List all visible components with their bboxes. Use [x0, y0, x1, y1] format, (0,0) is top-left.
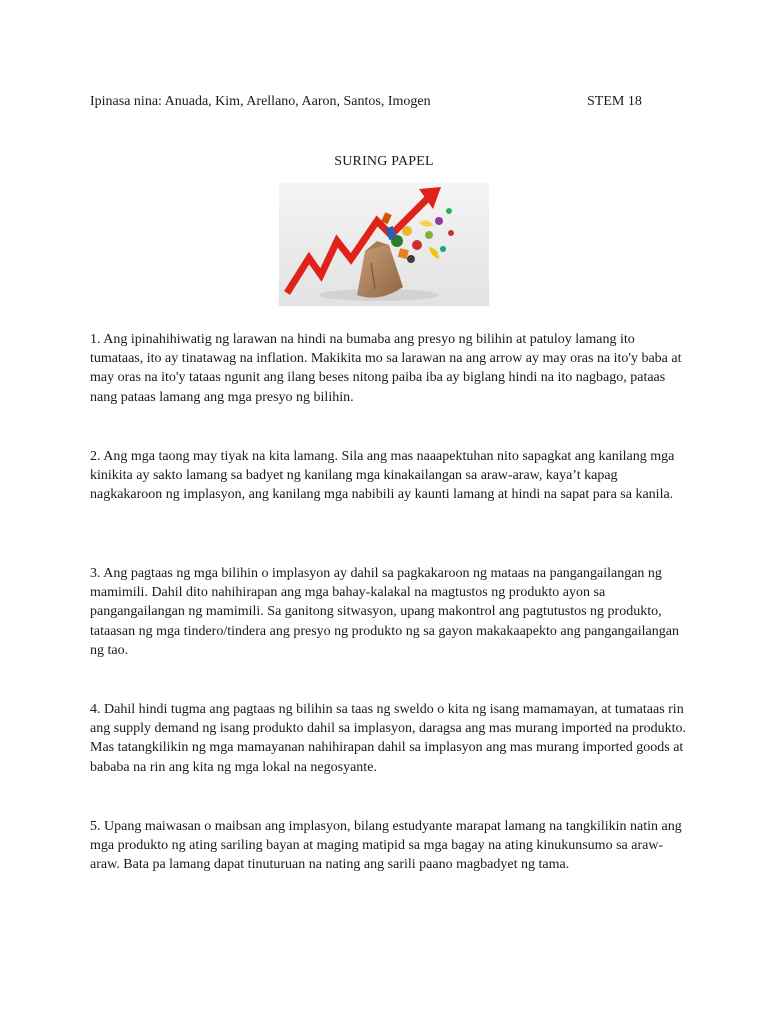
answer-paragraph-2: 2. Ang mga taong may tiyak na kita lamang. Sila ang mas naaapektuhan nito sapagkat ang kanilang mga kinikita ay sakto lamang sa badyet ng kanilang mga kinakailangan sa araw-araw, kaya’t kapag nagkakaroon ng implasyon, ang kanilang mga nabibili ay kaunti lamang at hindi na sapat para sa kanila. — [90, 449, 675, 503]
section-label: STEM 18 — [587, 94, 642, 109]
rising-prices-arrow-grocery-bag-icon — [279, 183, 489, 306]
answer-paragraph-4: 4. Dahil hindi tugma ang pagtaas ng bilihin sa taas ng sweldo o kita ng isang mamamayan, at tumataas rin ang supply demand ng isang produkto dahil sa implasyon, daragsa ang mas murang imported na produkto. Mas tatangkilikin ng mga mamayanan nahihirapan dahil sa implasyon ang mas murang imported goods at bababa na rin ang kita ng mga lokal na negosyante. — [90, 702, 687, 775]
answer-paragraph-3: 3. Ang pagtaas ng mga bilihin o implasyon ay dahil sa pagkakaroon ng mataas na pangangailangan ng mamimili. Dahil dito nahihirapan ang mga bahay-kalakal na magtustos ng produkto ayon sa pangangailangan ng mamimili. Sa ganitong sitwasyon, upang makontrol ang pagtutustos ng produkto, tataasan ng mga tindero/tindera ang presyo ng produkto ng sa gayon makakaapekto ang pangangailangan ng tao. — [90, 566, 679, 658]
answer-paragraph-1: 1. Ang ipinahihiwatig ng larawan na hindi na bumaba ang presyo ng bilihin at patuloy lamang ito tumataas, ito ay tinatawag na inflation. Makikita mo sa larawan na ang arrow ay may oras na ito'y baba at may oras na ito'y tataas ngunit ang ilang beses nitong paiba iba ay biglang hindi na ito nagbago, pataas nang pataas lamang ang mga presyo ng bilihin. — [90, 332, 682, 405]
submitters-text: Ipinasa nina: Anuada, Kim, Arellano, Aaron, Santos, Imogen — [90, 94, 431, 109]
answer-paragraph-5: 5. Upang maiwasan o maibsan ang implasyon, bilang estudyante marapat lamang na tangkilikin natin ang mga produkto ng ating sariling bayan at maging matipid sa mga bagay na ating kinukunsumo sa araw-araw. Bata pa lamang dapat tinuturuan na nating ang sarili paano magbadyet ng tama. — [90, 819, 682, 873]
page-title: SURING PAPEL — [334, 154, 434, 169]
inflation-illustration — [279, 183, 489, 306]
